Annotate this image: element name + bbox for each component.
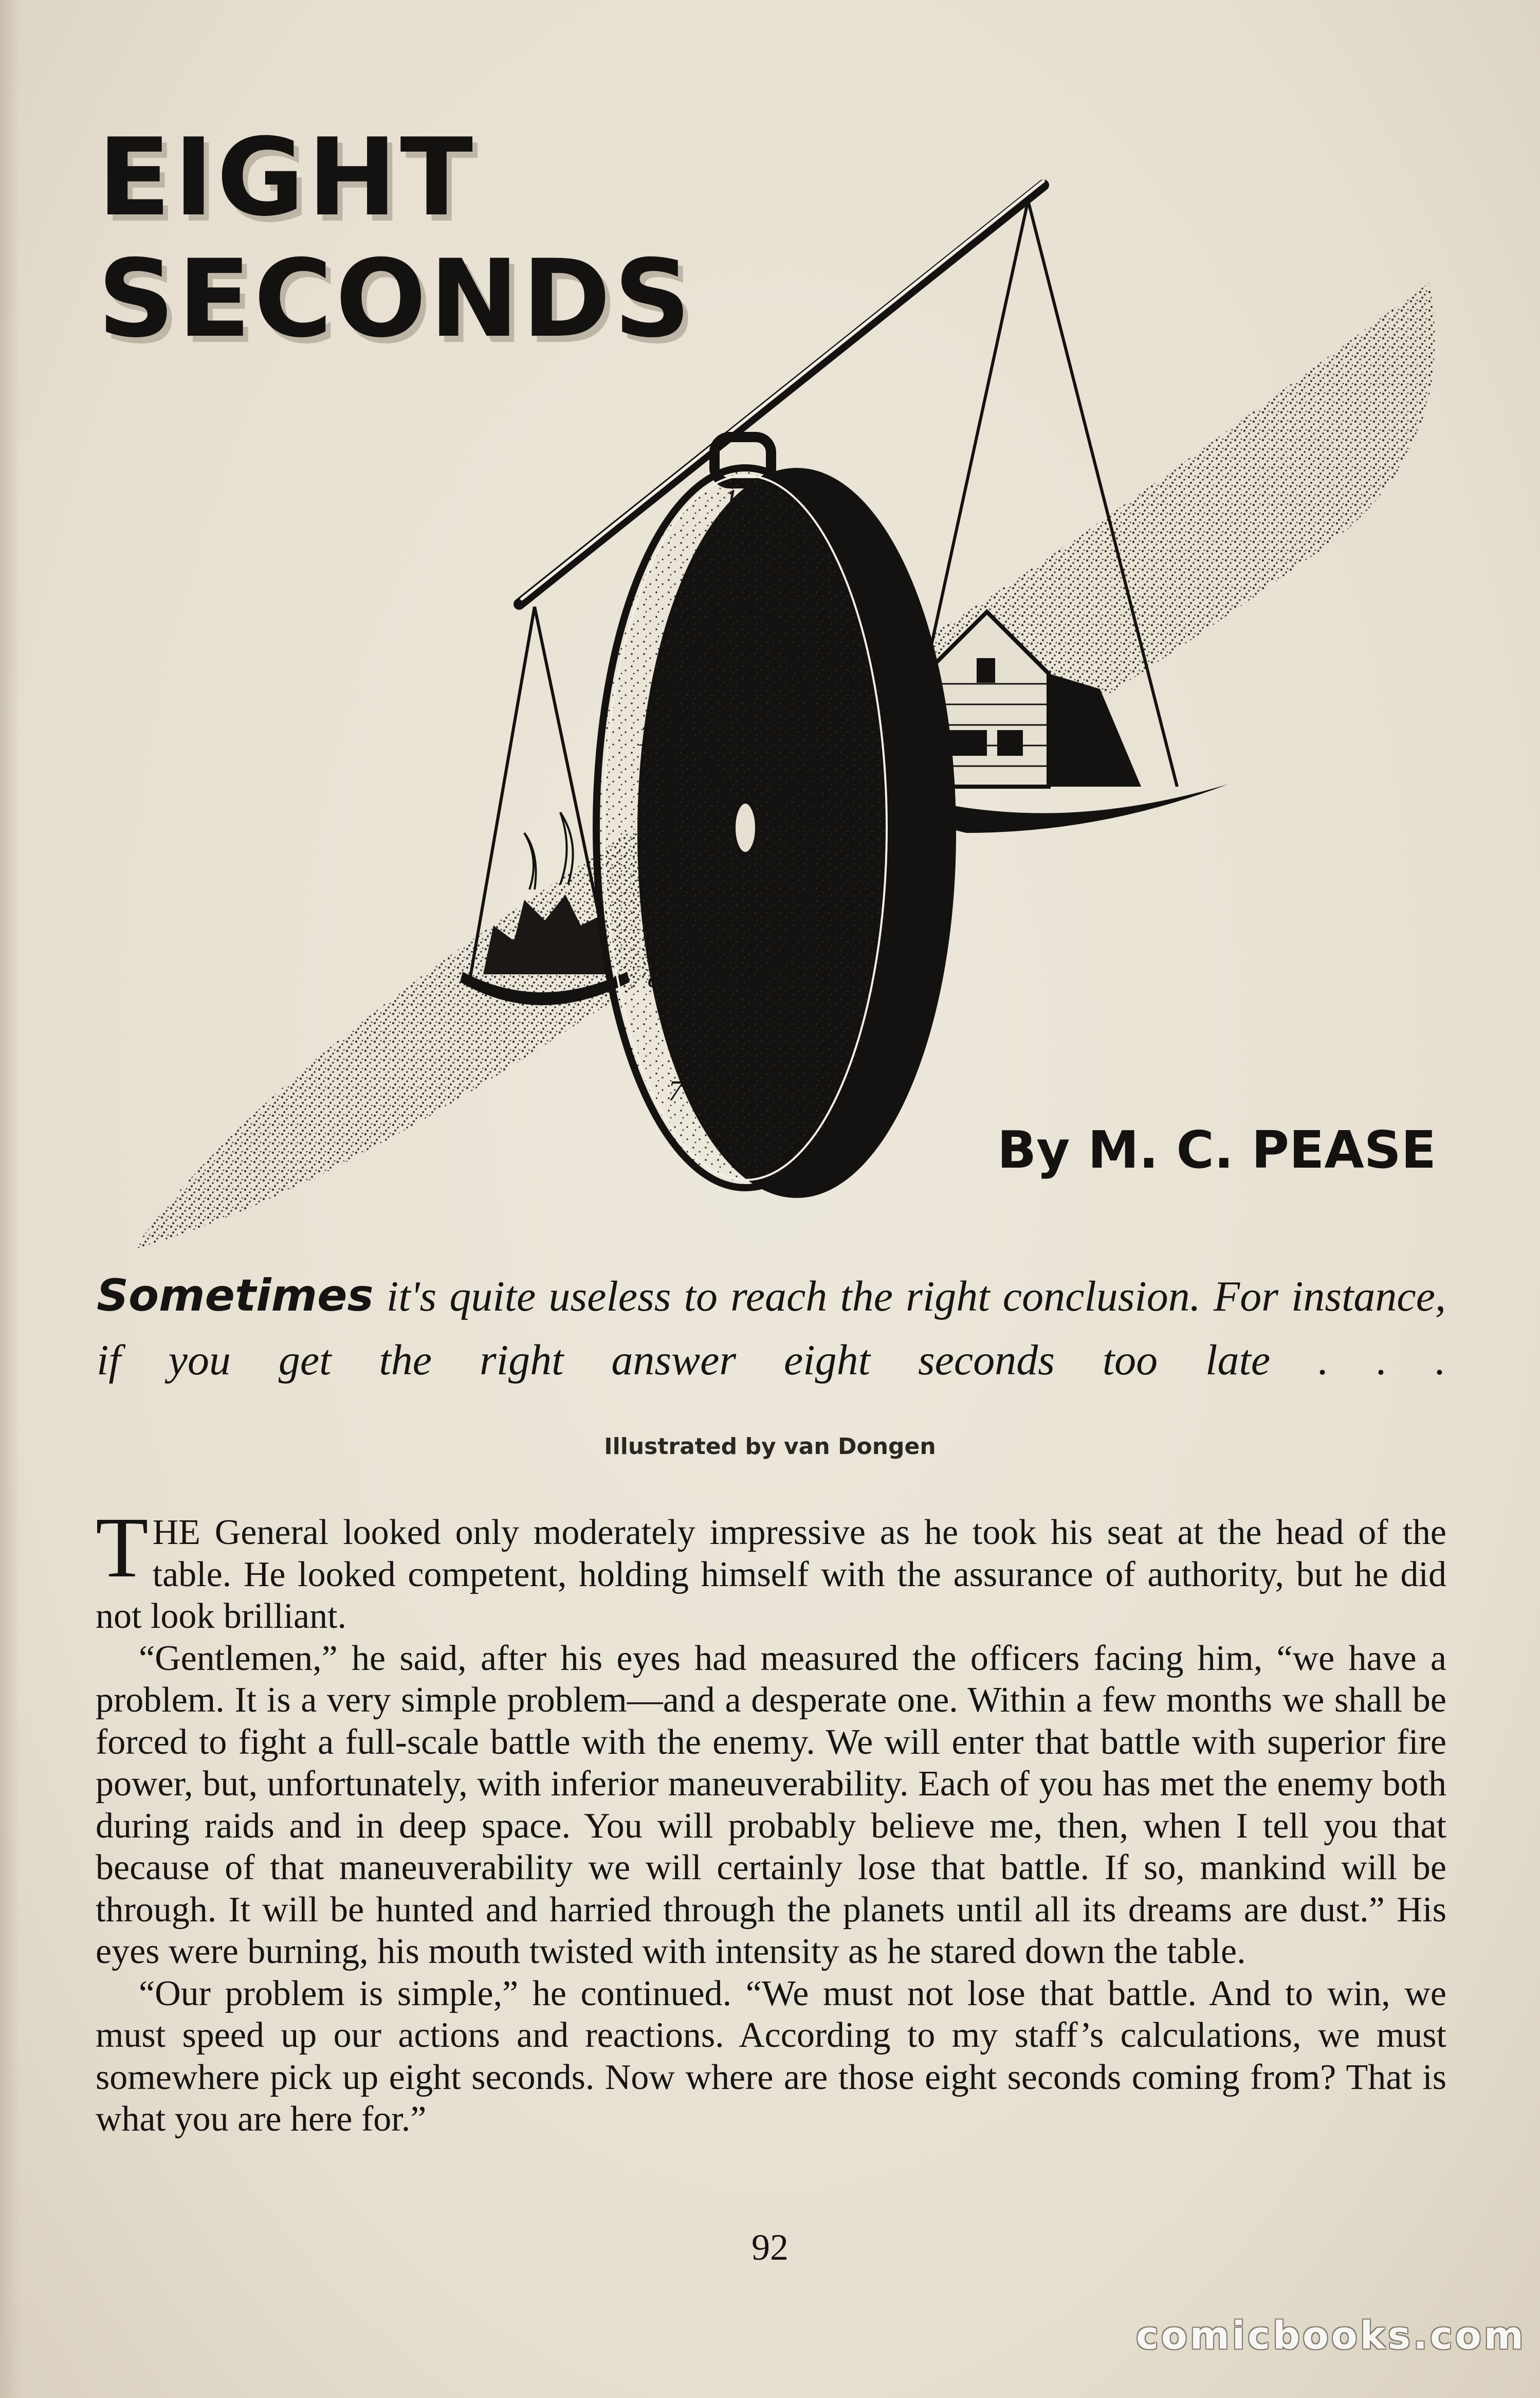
numeral-1: 1 (794, 551, 809, 583)
numeral-11: 11 (668, 607, 695, 639)
numeral-6: 6 (735, 1137, 749, 1169)
watermark: comicbooks.com (1136, 2314, 1526, 2358)
page-number: 92 (751, 2227, 789, 2268)
scales-clock-house-icon (123, 170, 1439, 1275)
paragraph-1 (96, 1500, 1446, 1638)
numeral-2: 2 (822, 648, 837, 680)
illustration-credit: Illustrated by van Dongen (604, 1433, 936, 1460)
teaser (97, 1264, 1446, 1392)
numeral-10: 10 (637, 720, 666, 752)
title-line-2: SECONDS (98, 237, 694, 361)
numeral-8: 8 (648, 962, 662, 994)
paragraph-1-text: HE General looked only moderately impressive as he took his seat at the head of the table. He looked competent, holding himself with the assurance of authority, but he did not look brilliant. (96, 1513, 1446, 1636)
article-body (96, 1500, 1446, 2140)
byline: By M. C. PEASE (997, 1120, 1437, 1180)
numeral-4: 4 (829, 916, 843, 948)
numeral-3: 3 (838, 782, 852, 814)
numeral-12: 12 (724, 484, 753, 516)
page-gutter-shadow (0, 0, 21, 2398)
paragraph-3: “Our problem is simple,” he continued. “We must not lose that battle. And to win, we must speed up our actions and reactions. According to my staff’s calculations, we must somewhere pick up eight seconds. Now where are those eight seconds coming from? That is what you are here for.” (96, 1973, 1446, 2139)
title-line-1: EIGHT (98, 116, 476, 240)
teaser-rest: it's quite useless to reach the right conclusion. For instance, if you get the right answer eight seconds too late . . . (97, 1273, 1446, 1384)
numeral-9: 9 (637, 839, 652, 870)
numeral-7: 7 (668, 1075, 683, 1107)
teaser-lead: Sometimes (97, 1270, 374, 1321)
paragraph-2: “Gentlemen,” he said, after his eyes had measured the officers facing him, “we have a problem. It is a very simple problem—and a desperate one. Within a few months we shall be forced to fight a full-scale battle with the enemy. We will enter that battle with superior fire power, but, unfortunately, with inferior maneuverability. Each of you has met the enemy both during raids and in deep space. You will probably believe me, then, when I tell you that because of that maneuverability we will certainly lose that battle. If so, mankind will be through. It will be hunted and harried through the planets until all its dreams are dust.” His eyes were burning, his mouth twisted with intensity as he stared down the table. (96, 1638, 1446, 1971)
numeral-5: 5 (804, 1039, 819, 1071)
drop-cap: T (96, 1500, 149, 1595)
